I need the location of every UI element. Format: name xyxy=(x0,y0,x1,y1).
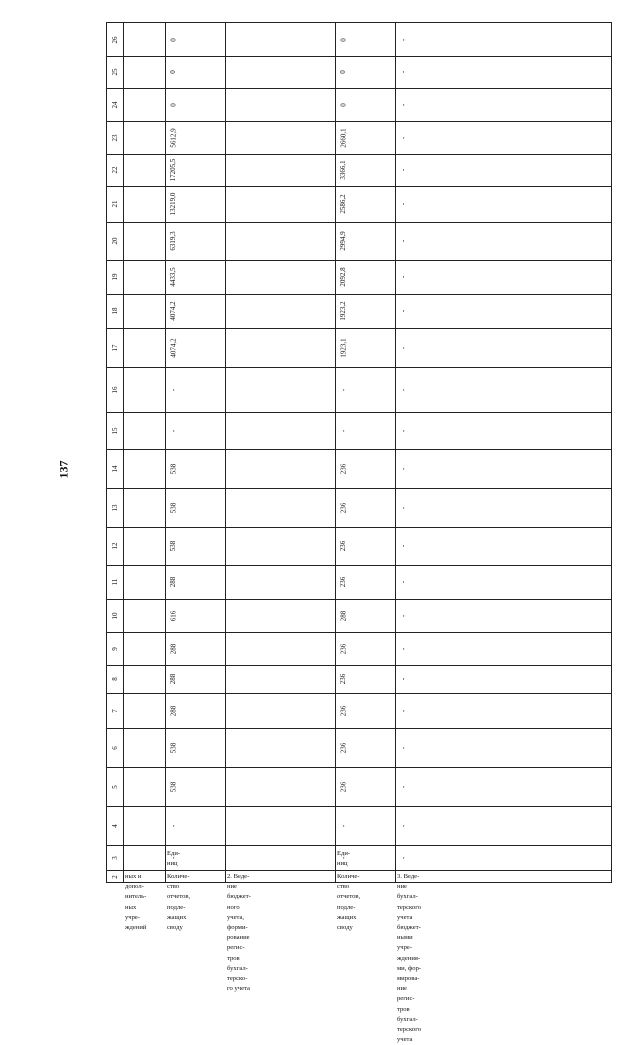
column-number: 18 xyxy=(111,307,119,315)
table-cell-value: - xyxy=(399,824,407,827)
row-unit: Еди- ниц xyxy=(167,850,181,868)
column-number: 13 xyxy=(111,504,119,511)
column-number: 17 xyxy=(111,344,119,351)
column-number: 25 xyxy=(111,68,119,76)
table-cell-value: 236 xyxy=(339,705,347,716)
table-cell-value: 538 xyxy=(169,781,177,792)
column-number: 4 xyxy=(111,823,119,828)
table-column-divider xyxy=(107,121,611,122)
table-cell-value: - xyxy=(399,38,407,41)
table-row-divider xyxy=(225,23,226,882)
row-unit: Еди- ниц xyxy=(337,850,351,868)
column-number: 21 xyxy=(111,200,119,208)
column-number: 9 xyxy=(111,646,119,651)
table-column-divider xyxy=(107,449,611,450)
table-cell-value: - xyxy=(399,429,407,432)
table-cell-value: 1923,1 xyxy=(339,337,347,358)
table-cell-value: 236 xyxy=(339,781,347,792)
table-cell-value: 2586,2 xyxy=(339,194,347,214)
table-cell-value: 2092,8 xyxy=(339,267,347,287)
column-number: 6 xyxy=(111,745,119,750)
table-column-divider xyxy=(107,328,611,329)
table-column-divider xyxy=(107,186,611,187)
table-cell-value: 5612,9 xyxy=(169,127,177,148)
column-number: 8 xyxy=(111,677,119,681)
table-cell-value: - xyxy=(169,856,177,859)
table-cell-value: - xyxy=(169,429,177,432)
column-number: 16 xyxy=(111,386,119,393)
table-column-divider xyxy=(107,870,611,871)
table-cell-value: - xyxy=(399,103,407,106)
table-cell-value: - xyxy=(399,202,407,206)
table-column-divider xyxy=(107,367,611,368)
table-cell-value: 538 xyxy=(169,502,177,513)
table-cell-value: 0 xyxy=(339,102,347,107)
table-row-divider xyxy=(165,23,166,882)
table-column-divider xyxy=(107,154,611,155)
column-number: 10 xyxy=(111,612,119,619)
table-column-divider xyxy=(107,806,611,807)
table-cell-value: - xyxy=(399,136,407,139)
column-number: 12 xyxy=(111,542,119,550)
table-cell-value: - xyxy=(399,309,407,313)
table-cell-value: 288 xyxy=(169,643,177,654)
row-label: Количе- ство отчетов, подле- жащих своду xyxy=(337,873,361,932)
column-number: 19 xyxy=(111,273,119,281)
table-cell-value: 288 xyxy=(169,705,177,716)
table-cell-value: 538 xyxy=(169,463,177,474)
table-cell-value: - xyxy=(399,239,407,243)
table-column-divider xyxy=(107,665,611,666)
column-number: 20 xyxy=(111,237,119,245)
table-cell-value: 4074,2 xyxy=(169,301,177,321)
table-cell-value: 0 xyxy=(169,70,177,74)
table-cell-value: - xyxy=(399,544,407,548)
table-cell-value: 236 xyxy=(339,502,347,513)
column-number: 3 xyxy=(111,855,119,860)
table-cell-value: 236 xyxy=(339,742,347,753)
table-row-divider xyxy=(123,23,124,882)
row-label: ных и допол- нитель- ных учре- ждений xyxy=(125,873,147,932)
table-cell-value: - xyxy=(399,168,407,172)
column-number: 23 xyxy=(111,134,119,141)
table-cell-value: 6319,3 xyxy=(169,231,177,251)
table-cell-value: 616 xyxy=(169,610,177,621)
table-cell-value: - xyxy=(399,346,407,349)
column-number: 22 xyxy=(111,166,119,174)
row-label: 3. Веде- ние бухгал- терского учета бюджет- ными учре- ждения- ми, фор- мирова- ние регис- тров бухгал- терского учета xyxy=(397,873,422,1044)
table-column-divider xyxy=(107,260,611,261)
table-cell-value: 538 xyxy=(169,742,177,753)
table-cell-value: - xyxy=(399,785,407,788)
table-cell-value: - xyxy=(399,647,407,650)
table-cell-value: 288 xyxy=(339,610,347,621)
table-cell-value: - xyxy=(399,580,407,584)
data-table xyxy=(106,22,612,1044)
table-cell-value: 1923,2 xyxy=(339,301,347,321)
table-cell-value: - xyxy=(399,709,407,712)
table-cell-value: 4433,5 xyxy=(169,267,177,287)
table-cell-value: - xyxy=(339,856,347,859)
table-cell-value: 17205,5 xyxy=(169,158,177,182)
table-cell-value: 3366,1 xyxy=(339,160,347,180)
table-cell-value: 236 xyxy=(339,540,347,552)
column-number: 15 xyxy=(111,427,119,434)
table-cell-value: - xyxy=(339,824,347,827)
table-column-divider xyxy=(107,632,611,633)
table-row-divider xyxy=(395,23,396,882)
table-cell-value: 288 xyxy=(169,576,177,588)
table-column-divider xyxy=(107,488,611,489)
table-cell-value: 4074,2 xyxy=(169,337,177,358)
table-row-divider xyxy=(335,23,336,882)
column-number: 26 xyxy=(111,36,119,43)
row-label: 2. Веде- ние бюджет- ного учета, форми- рование регис- тров бухгал- терско- го учета xyxy=(227,873,251,993)
table-cell-value: 236 xyxy=(339,463,347,474)
table-column-divider xyxy=(107,767,611,768)
table-cell-value: - xyxy=(339,388,347,391)
table-cell-value: 2660,1 xyxy=(339,127,347,148)
table-column-divider xyxy=(107,412,611,413)
column-number: 11 xyxy=(111,578,119,586)
table-cell-value: - xyxy=(399,614,407,617)
table-cell-value: 0 xyxy=(339,37,347,42)
table-cell-value: 288 xyxy=(169,673,177,685)
table-cell-value: - xyxy=(399,677,407,681)
table-cell-value: - xyxy=(399,467,407,470)
table-column-divider xyxy=(107,294,611,295)
table-cell-value: - xyxy=(399,856,407,859)
table-column-divider xyxy=(107,565,611,566)
table-cell-value: - xyxy=(399,388,407,391)
column-number: 7 xyxy=(111,708,119,713)
table-column-divider xyxy=(107,728,611,729)
table-cell-value: 0 xyxy=(169,37,177,42)
table-cell-value: 236 xyxy=(339,643,347,654)
table-cell-value: - xyxy=(399,746,407,749)
column-number: 14 xyxy=(111,465,119,472)
row-label: Количе- ство отчетов, подле- жащих своду xyxy=(167,873,191,932)
table-column-divider xyxy=(107,845,611,846)
table-cell-value: - xyxy=(399,506,407,509)
table-column-divider xyxy=(107,599,611,600)
table-cell-value: - xyxy=(399,70,407,74)
table-column-divider xyxy=(107,527,611,528)
table-cell-value: - xyxy=(399,275,407,279)
table-column-divider xyxy=(107,88,611,89)
table-cell-value: 236 xyxy=(339,673,347,685)
table-cell-value: - xyxy=(339,429,347,432)
table-cell-value: 2994,9 xyxy=(339,231,347,251)
column-number: 5 xyxy=(111,784,119,789)
table-cell-value: 538 xyxy=(169,540,177,552)
table-column-divider xyxy=(107,56,611,57)
table-cell-value: 236 xyxy=(339,576,347,588)
table-column-divider xyxy=(107,222,611,223)
table-cell-value: 0 xyxy=(169,102,177,107)
table-cell-value: 0 xyxy=(339,70,347,74)
column-number: 2 xyxy=(111,875,119,879)
table-cell-value: - xyxy=(169,824,177,827)
column-number: 24 xyxy=(111,101,119,108)
table-column-divider xyxy=(107,693,611,694)
table-cell-value: 13219,0 xyxy=(169,192,177,216)
table-cell-value: - xyxy=(169,388,177,391)
page-number: 137 xyxy=(56,460,71,479)
